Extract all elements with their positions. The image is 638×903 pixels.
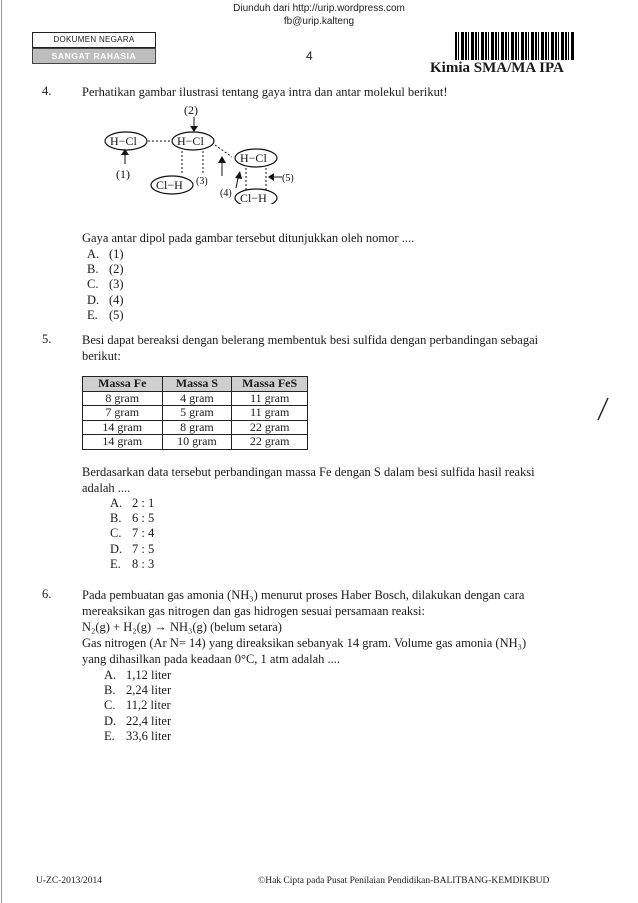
q4-options bbox=[87, 247, 124, 323]
q5-option-d[interactable]: D. 7 : 5 bbox=[110, 541, 155, 556]
q5-option-b[interactable]: B. 6 : 5 bbox=[110, 511, 155, 526]
figure-label-4: (4) bbox=[220, 188, 232, 199]
table-header-row bbox=[83, 377, 308, 392]
q5-number: 5. bbox=[42, 332, 52, 346]
pen-mark bbox=[596, 396, 610, 422]
molecule-3: Cl−H bbox=[156, 178, 183, 192]
table-header: Massa Fe bbox=[83, 377, 163, 392]
q5-options bbox=[110, 496, 154, 572]
table-cell: 7 gram bbox=[83, 406, 163, 421]
q6-line4: Gas nitrogen (Ar N= 14) yang direaksikan sebanyak 14 gram. Volume gas amonia (NH₃) bbox=[82, 636, 527, 650]
q4-option-c[interactable]: C. (3) bbox=[87, 277, 124, 292]
table-cell: 14 gram bbox=[83, 435, 163, 450]
q6-option-a[interactable]: A. 1,12 liter bbox=[104, 668, 172, 682]
source-line-2: fb@urip.kalteng bbox=[283, 16, 355, 27]
table-cell: 11 gram bbox=[232, 406, 308, 421]
table-header: Massa S bbox=[162, 377, 232, 392]
secret-label-box: SANGAT RAHASIA bbox=[32, 48, 156, 64]
figure-label-5: (5) bbox=[282, 173, 294, 184]
figure-label-1: (1) bbox=[116, 167, 130, 181]
table-cell: 10 gram bbox=[162, 435, 232, 450]
q5-prompt-line1: Berdasarkan data tersebut perbandingan massa Fe dengan S dalam besi sulfida hasil reaksi bbox=[82, 465, 535, 479]
q6-option-d[interactable]: D. 22,4 liter bbox=[104, 713, 172, 728]
barcode bbox=[455, 32, 575, 60]
q4-option-d[interactable]: D. (4) bbox=[87, 292, 124, 307]
table-row bbox=[83, 406, 308, 421]
q5-prompt-line2: adalah .... bbox=[82, 481, 131, 495]
q5-text-line2: berikut: bbox=[82, 349, 121, 363]
q6-options bbox=[104, 668, 171, 744]
q4-text: Perhatikan gambar ilustrasi tentang gaya intra dan antar molekul berikut! bbox=[82, 85, 448, 99]
q6-option-b[interactable]: B. 2,24 liter bbox=[104, 683, 172, 698]
table-cell: 11 gram bbox=[232, 391, 308, 406]
molecule-4: H−Cl bbox=[240, 151, 267, 165]
q6-number: 6. bbox=[42, 587, 52, 601]
q6-line1: Pada pembuatan gas amonia (NH₃) menurut proses Haber Bosch, dilakukan dengan cara bbox=[82, 588, 525, 602]
scan-edge-line bbox=[1, 0, 2, 903]
q4-molecule-figure bbox=[100, 102, 300, 204]
table-cell: 22 gram bbox=[232, 435, 308, 450]
source-line-1: Diunduh dari http://urip.wordpress.com bbox=[233, 3, 405, 14]
q4-option-b[interactable]: B. (2) bbox=[87, 262, 124, 277]
table-cell: 8 gram bbox=[83, 391, 163, 406]
molecule-1: H−Cl bbox=[110, 134, 137, 148]
table-row bbox=[83, 435, 308, 450]
q6-option-c[interactable]: C. 11,2 liter bbox=[104, 698, 171, 713]
q5-text-line1: Besi dapat bereaksi dengan belerang membentuk besi sulfida dengan perbandingan sebagai bbox=[82, 333, 539, 347]
table-cell: 4 gram bbox=[162, 391, 232, 406]
q6-equation: N₂(g) + H₂(g) → NH₃(g) (belum setara) bbox=[82, 620, 282, 634]
q5-option-c[interactable]: C. 7 : 4 bbox=[110, 526, 155, 541]
q5-option-a[interactable]: A. 2 : 1 bbox=[110, 496, 155, 510]
q4-number: 4. bbox=[42, 84, 52, 98]
molecule-2: H−Cl bbox=[177, 134, 204, 148]
footer-copyright: ©Hak Cipta pada Pusat Penilaian Pendidikan-BALITBANG-KEMDIKBUD bbox=[258, 876, 550, 886]
q6-line2: mereaksikan gas nitrogen dan gas hidrogen sesuai persamaan reaksi: bbox=[82, 604, 425, 618]
q5-option-e[interactable]: E. 8 : 3 bbox=[110, 556, 155, 571]
q6-line5: yang dihasilkan pada keadaan 0°C, 1 atm adalah .... bbox=[82, 652, 341, 666]
q5-data-table bbox=[82, 376, 308, 450]
q4-option-a[interactable]: A. (1) bbox=[87, 247, 124, 261]
figure-label-2: (2) bbox=[184, 103, 198, 117]
doc-label-box: DOKUMEN NEGARA bbox=[32, 32, 156, 48]
subject-title: Kimia SMA/MA IPA bbox=[430, 60, 564, 76]
figure-label-3: (3) bbox=[196, 176, 208, 187]
table-cell: 5 gram bbox=[162, 406, 232, 421]
table-header: Massa FeS bbox=[232, 377, 308, 392]
table-row bbox=[83, 391, 308, 406]
molecule-5: Cl−H bbox=[240, 191, 267, 204]
q4-prompt: Gaya antar dipol pada gambar tersebut ditunjukkan oleh nomor .... bbox=[82, 231, 415, 245]
q4-option-e[interactable]: E. (5) bbox=[87, 307, 124, 322]
page-number: 4 bbox=[306, 49, 313, 63]
table-row bbox=[83, 420, 308, 435]
table-cell: 8 gram bbox=[162, 420, 232, 435]
footer-code: U-ZC-2013/2014 bbox=[36, 876, 102, 886]
table-cell: 14 gram bbox=[83, 420, 163, 435]
q6-option-e[interactable]: E. 33,6 liter bbox=[104, 728, 172, 743]
table-cell: 22 gram bbox=[232, 420, 308, 435]
